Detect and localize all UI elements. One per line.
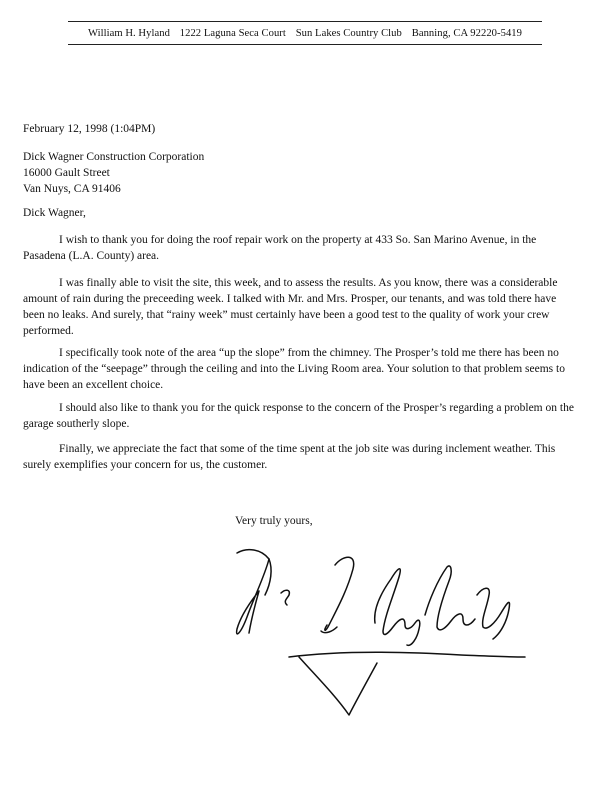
body-paragraph-2: I was finally able to visit the site, this week, and to assess the results. As you know, there was a considerable amount of rain during the preceeding week. I talked with Mr. and Mrs. Prosper, our tenants, and was told there have been no leaks. And surely, that “rainy week” must certainly have been a good test to the quality of work your crew performed. [23, 277, 558, 337]
recipient-city: Van Nuys, CA 91406 [23, 183, 121, 195]
closing: Very truly yours, [235, 515, 313, 527]
handwritten-signature [225, 535, 535, 730]
letterhead-name: William H. Hyland [88, 27, 170, 39]
letterhead-street: 1222 Laguna Seca Court [179, 27, 286, 39]
recipient-address [23, 149, 578, 197]
body-paragraph-5: Finally, we appreciate the fact that some of the time spent at the job site was during inclement weather. This surely exemplifies your concern for us, the customer. [23, 443, 556, 471]
letterhead-bottom-rule [68, 44, 542, 45]
recipient-company: Dick Wagner Construction Corporation [23, 151, 205, 163]
recipient-street: 16000 Gault Street [23, 167, 110, 179]
letterhead [68, 24, 542, 42]
letter-date: February 12, 1998 (1:04PM) [23, 123, 156, 135]
body-paragraph-3: I specifically took note of the area “up the slope” from the chimney. The Prosper’s told me there has been no indication of the “seepage” through the ceiling and into the Living Room area. Your solution to that problem seems to have been an excellent choice. [23, 347, 565, 391]
body-paragraph-1: I wish to thank you for doing the roof repair work on the property at 433 So. San Marino Avenue, in the Pasadena (L.A. County) area. [23, 234, 537, 262]
body-paragraph-4: I should also like to thank you for the quick response to the concern of the Prosper’s regarding a problem on the garage southerly slope. [23, 402, 574, 430]
salutation: Dick Wagner, [23, 207, 86, 219]
letterhead-community: Sun Lakes Country Club [295, 27, 402, 39]
letterhead-city: Banning, CA 92220-5419 [411, 27, 522, 39]
letterhead-top-rule [68, 21, 542, 22]
